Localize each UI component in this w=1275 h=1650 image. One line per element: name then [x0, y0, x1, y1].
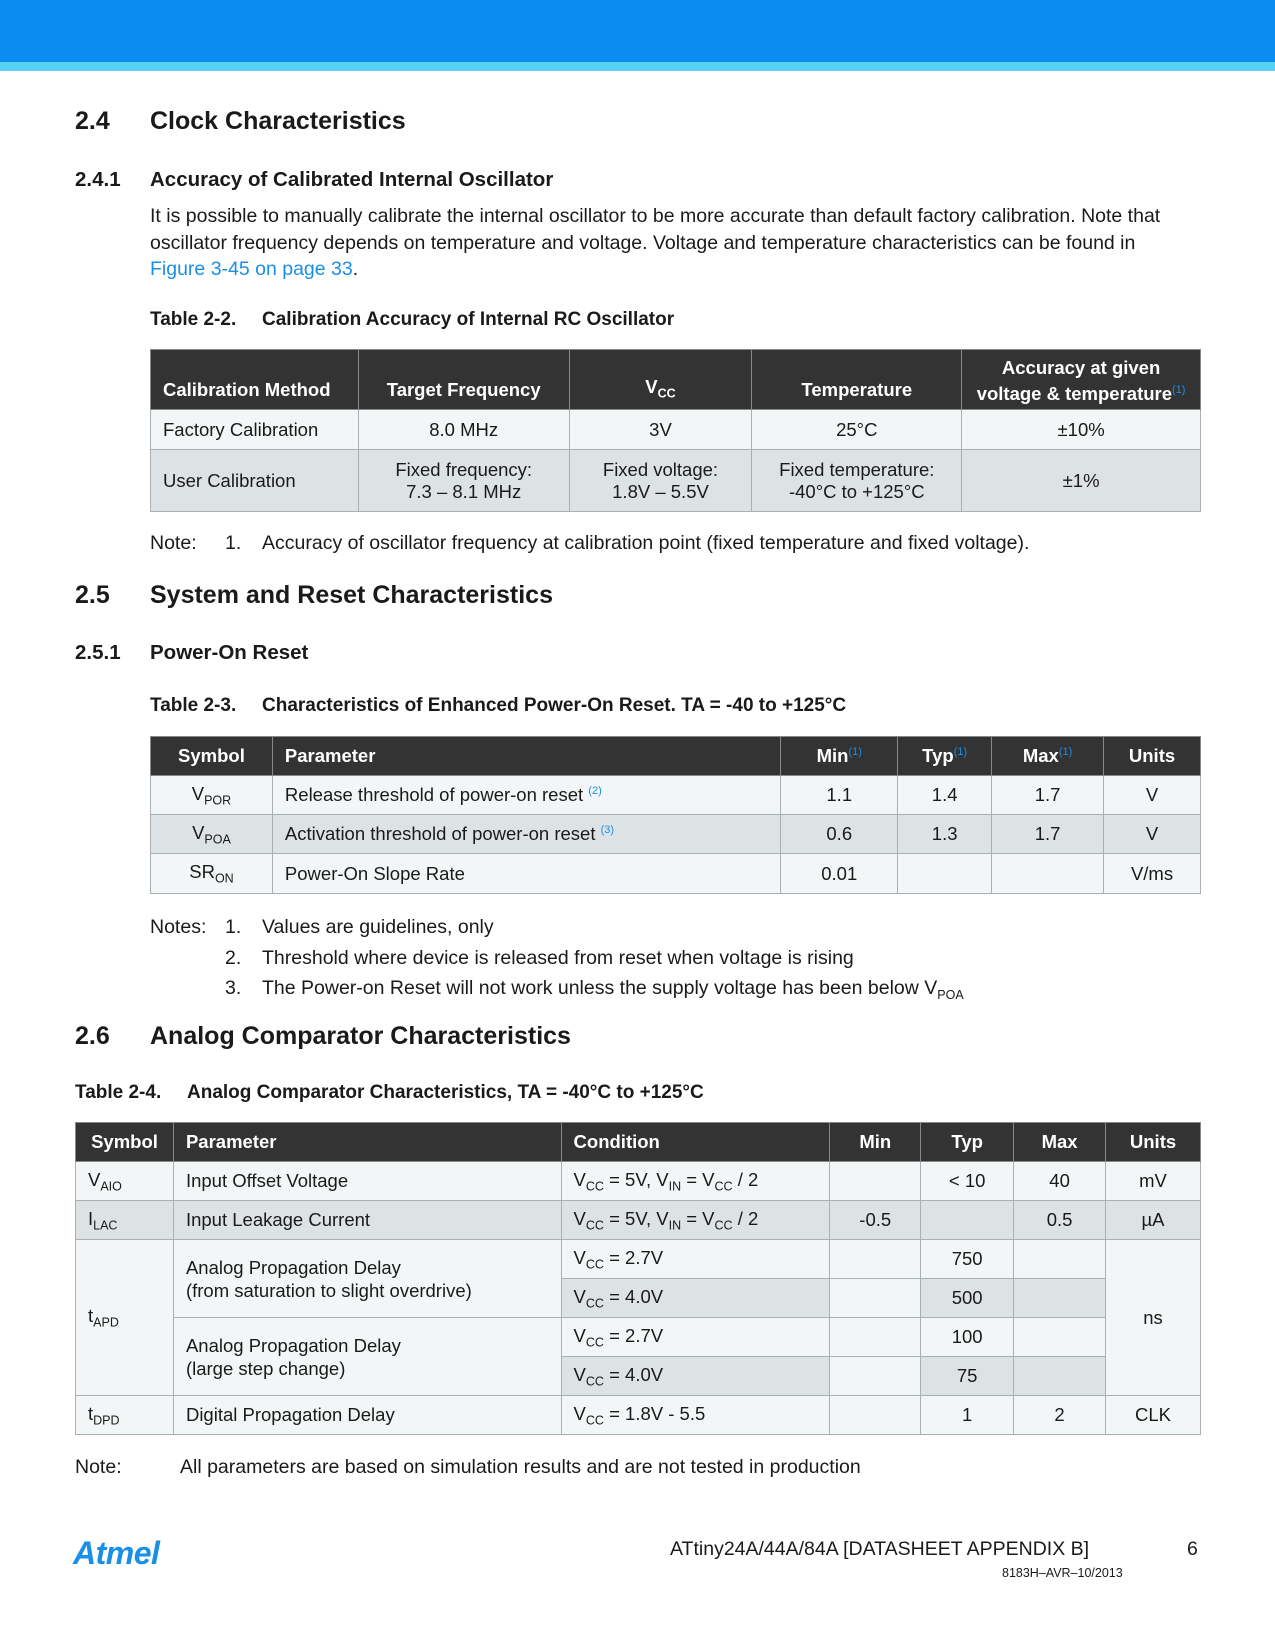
header-max-text: Max: [1022, 745, 1059, 766]
cell-line: Fixed voltage:: [602, 458, 719, 480]
symbol-sub: POR: [204, 793, 232, 808]
cell-units: V: [1104, 815, 1201, 854]
header-parameter: Parameter: [173, 1123, 561, 1162]
cell-condition: [561, 1318, 830, 1357]
cell-line: 1.8V – 5.5V: [612, 480, 709, 502]
header-accuracy: [962, 350, 1201, 410]
cell-parameter: [173, 1240, 561, 1318]
cell-symbol: [76, 1201, 174, 1240]
vcc-v: V: [573, 1246, 586, 1268]
vcc-sub: CC: [585, 1257, 604, 1272]
note-line: [150, 943, 854, 974]
note-text: Threshold where device is released from reset when voltage is rising: [262, 946, 854, 969]
note-number: 3.: [225, 977, 242, 999]
parameter-line: (large step change): [185, 1357, 346, 1379]
cell-units: V: [1104, 776, 1201, 815]
cell-parameter: [272, 776, 780, 815]
symbol-main: I: [88, 1207, 94, 1229]
cell-min: 1.1: [781, 776, 898, 815]
cell-vcc: [569, 450, 752, 512]
cell-units: ns: [1106, 1240, 1201, 1396]
cell-symbol: [76, 1162, 174, 1201]
footnote-ref: (2): [588, 784, 602, 797]
header-typ: Typ: [921, 1123, 1014, 1162]
table-row: [76, 1201, 1201, 1240]
header-parameter: Parameter: [272, 737, 780, 776]
symbol-main: SR: [189, 861, 215, 883]
note-text: [262, 973, 964, 1010]
vcc-sub: CC: [585, 1296, 604, 1311]
header-temperature: Temperature: [752, 350, 962, 410]
header-typ: [898, 737, 992, 776]
header-typ-text: Typ: [922, 745, 954, 766]
cond-text: / 2: [732, 1168, 759, 1190]
table-title: Calibration Accuracy of Internal RC Oscillator: [262, 309, 675, 330]
header-vcc-sub: CC: [657, 387, 676, 401]
symbol-sub: LAC: [93, 1218, 118, 1233]
table-row: [76, 1240, 1201, 1279]
cell-method: Factory Calibration: [151, 410, 359, 450]
cond-text: = 4.0V: [603, 1285, 664, 1307]
cell-vcc: 3V: [569, 410, 752, 450]
cell-line: 7.3 – 8.1 MHz: [406, 480, 522, 502]
cell-typ: 1.3: [898, 815, 992, 854]
header-accuracy-line1: Accuracy at given: [1001, 357, 1161, 379]
vcc-sub: CC: [585, 1374, 604, 1389]
cell-min: [830, 1162, 921, 1201]
header-condition: Condition: [561, 1123, 830, 1162]
cell-condition: [561, 1279, 830, 1318]
table-label: Table 2-2.: [150, 309, 237, 330]
table-row: [151, 410, 1201, 450]
table-title: Analog Comparator Characteristics, TA = -40°C to +125°C: [187, 1082, 704, 1103]
table-caption: [150, 309, 675, 331]
vcc-v: V: [573, 1285, 586, 1307]
vcc-sub: CC: [585, 1218, 604, 1233]
table-note: [75, 1456, 861, 1479]
header-accuracy-line2: voltage & temperature: [976, 383, 1173, 405]
cell-min: 0.01: [781, 854, 898, 894]
atmel-logo: Atmel: [73, 1535, 160, 1571]
cell-frequency: 8.0 MHz: [358, 410, 569, 450]
cell-parameter: Digital Propagation Delay: [173, 1396, 561, 1435]
section-title: System and Reset Characteristics: [150, 581, 553, 609]
cell-max: 2: [1014, 1396, 1106, 1435]
note-number: 1.: [225, 532, 242, 554]
table-label: Table 2-3.: [150, 695, 237, 716]
cell-min: -0.5: [830, 1201, 921, 1240]
note-line: [150, 973, 964, 1004]
cond-text: = V: [681, 1207, 715, 1229]
table-note: [150, 532, 1030, 555]
note-text: Values are guidelines, only: [262, 916, 494, 938]
cell-max: 0.5: [1014, 1201, 1106, 1240]
cell-units: µA: [1106, 1201, 1201, 1240]
cell-min: [830, 1240, 921, 1279]
cell-accuracy: ±1%: [962, 450, 1201, 512]
parameter-line: Analog Propagation Delay: [185, 1256, 401, 1278]
cell-frequency: [358, 450, 569, 512]
symbol-sub: ON: [214, 871, 234, 886]
vcc-sub: CC: [585, 1335, 604, 1350]
header-min: Min: [830, 1123, 921, 1162]
cell-symbol: [151, 854, 273, 894]
note-label: Note:: [75, 1456, 122, 1478]
table-caption: [150, 695, 847, 717]
document-title: ATtiny24A/44A/84A [DATASHEET APPENDIX B]: [670, 1538, 1090, 1560]
vcc-v: V: [573, 1168, 586, 1190]
header-calibration-method: Calibration Method: [151, 350, 359, 410]
vcc-sub: CC: [585, 1179, 604, 1194]
section-title: Clock Characteristics: [150, 107, 406, 135]
table-row: [151, 776, 1201, 815]
cell-line: -40°C to +125°C: [788, 480, 925, 502]
footnote-ref: (1): [953, 745, 968, 758]
symbol-main: V: [192, 821, 205, 843]
vcc-sub: CC: [714, 1218, 733, 1233]
vin-sub: IN: [668, 1179, 682, 1194]
cell-typ: [898, 854, 992, 894]
table-row: [151, 854, 1201, 894]
parameter-line: (from saturation to slight overdrive): [185, 1279, 472, 1301]
header-target-frequency: Target Frequency: [358, 350, 569, 410]
note-text-sub: POA: [937, 987, 964, 1002]
cell-max: [1014, 1357, 1106, 1396]
vcc-v: V: [573, 1402, 586, 1424]
cell-condition: [561, 1396, 830, 1435]
cond-text: / 2: [732, 1207, 759, 1229]
paragraph-end: .: [352, 258, 359, 280]
header-symbol: Symbol: [151, 737, 273, 776]
cell-temperature: 25°C: [752, 410, 962, 450]
cell-line: Fixed temperature:: [779, 458, 935, 480]
note-line: [150, 912, 494, 943]
cell-symbol: [76, 1396, 174, 1435]
header-stripe: [0, 62, 1275, 71]
calibration-table: [150, 349, 1201, 512]
section-number: 2.4: [75, 107, 110, 135]
cell-condition: [561, 1357, 830, 1396]
table-row: [151, 815, 1201, 854]
cond-text: = 2.7V: [603, 1246, 664, 1268]
table-row: [76, 1318, 1201, 1357]
cell-typ: 100: [921, 1318, 1014, 1357]
cell-typ: 1: [921, 1396, 1014, 1435]
table-row: [76, 1162, 1201, 1201]
footnote-ref: (1): [1058, 745, 1073, 758]
cell-typ: [921, 1201, 1014, 1240]
document-code: 8183H–AVR–10/2013: [1002, 1566, 1123, 1580]
cell-min: [830, 1279, 921, 1318]
cond-text: = 5V, V: [603, 1207, 669, 1229]
cond-text: = 1.8V - 5.5: [603, 1402, 706, 1424]
header-bar: [0, 0, 1275, 62]
header-min-text: Min: [816, 745, 849, 766]
note-label: Note:: [150, 532, 197, 554]
cell-typ: 75: [921, 1357, 1014, 1396]
cell-max: [992, 854, 1104, 894]
header-max: Max: [1014, 1123, 1106, 1162]
parameter-text: Power-On Slope Rate: [284, 862, 465, 884]
table-row: [151, 450, 1201, 512]
cell-symbol: [151, 815, 273, 854]
footnote-ref: (3): [600, 823, 615, 836]
cell-min: [830, 1396, 921, 1435]
paragraph-text: It is possible to manually calibrate the internal oscillator to be more accurate than default factory calibration. Note that oscillator frequency depends on temperature and voltage. Voltage and temperature characteristics can be found in: [150, 205, 1161, 254]
header-min: [781, 737, 898, 776]
cell-units: V/ms: [1104, 854, 1201, 894]
symbol-main: t: [88, 1402, 94, 1424]
cell-typ: 1.4: [898, 776, 992, 815]
figure-link[interactable]: Figure 3-45 on page 33: [150, 258, 353, 280]
subsection-title: Accuracy of Calibrated Internal Oscillator: [150, 168, 554, 191]
vcc-v: V: [573, 1324, 586, 1346]
cell-parameter: [173, 1318, 561, 1396]
vcc-v: V: [573, 1363, 586, 1385]
note-text: Accuracy of oscillator frequency at calibration point (fixed temperature and fixed voltage).: [262, 532, 1030, 554]
footnote-ref: (1): [848, 745, 862, 758]
cell-condition: [561, 1201, 830, 1240]
vin-sub: IN: [668, 1218, 682, 1233]
cell-max: 1.7: [992, 815, 1104, 854]
table-notes: [150, 912, 964, 1004]
parameter-text: Activation threshold of power-on reset: [284, 823, 596, 844]
cell-max: 40: [1014, 1162, 1106, 1201]
cell-min: [830, 1357, 921, 1396]
symbol-sub: POA: [204, 832, 231, 847]
parameter-line: Analog Propagation Delay: [185, 1334, 401, 1356]
page-number: 6: [1187, 1538, 1198, 1560]
cond-text: = 2.7V: [603, 1324, 664, 1346]
analog-comparator-table: [75, 1122, 1201, 1435]
vcc-sub: CC: [585, 1413, 604, 1428]
note-text-main: The Power-on Reset will not work unless the supply voltage has been below V: [262, 977, 938, 999]
header-units: Units: [1104, 737, 1201, 776]
cell-accuracy: ±10%: [962, 410, 1201, 450]
cell-typ: 750: [921, 1240, 1014, 1279]
cell-max: [1014, 1240, 1106, 1279]
cell-parameter: [272, 815, 780, 854]
cell-min: 0.6: [781, 815, 898, 854]
footnote-ref: (1): [1172, 384, 1186, 397]
table-label: Table 2-4.: [75, 1082, 162, 1103]
symbol-main: V: [88, 1168, 101, 1190]
parameter-text: Release threshold of power-on reset: [284, 784, 584, 805]
cell-max: [1014, 1279, 1106, 1318]
cell-parameter: Input Leakage Current: [173, 1201, 561, 1240]
symbol-sub: DPD: [93, 1413, 120, 1428]
table-title: Characteristics of Enhanced Power-On Reset. TA = -40 to +125°C: [262, 695, 847, 716]
oscillator-paragraph: [150, 203, 1180, 283]
symbol-main: V: [191, 782, 205, 804]
symbol-sub: APD: [93, 1315, 119, 1330]
notes-label: Notes:: [150, 916, 207, 938]
cell-parameter: Input Offset Voltage: [173, 1162, 561, 1201]
power-on-reset-table: [150, 736, 1201, 894]
header-max: [992, 737, 1104, 776]
cell-units: mV: [1106, 1162, 1201, 1201]
vcc-v: V: [573, 1207, 586, 1229]
table-row: [76, 1396, 1201, 1435]
symbol-sub: AIO: [100, 1179, 122, 1194]
cell-method: User Calibration: [151, 450, 359, 512]
note-number: 2.: [225, 946, 242, 969]
cond-text: = 5V, V: [603, 1168, 669, 1190]
header-vcc-v: V: [645, 376, 658, 398]
cell-max: [1014, 1318, 1106, 1357]
cell-condition: [561, 1240, 830, 1279]
cell-max: 1.7: [992, 776, 1104, 815]
section-number: 2.6: [75, 1022, 110, 1050]
cell-temperature: [752, 450, 962, 512]
header-units: Units: [1106, 1123, 1201, 1162]
note-text: All parameters are based on simulation results and are not tested in production: [180, 1456, 861, 1478]
cell-line: Fixed frequency:: [395, 458, 533, 480]
cond-text: = 4.0V: [603, 1363, 664, 1385]
vcc-sub: CC: [714, 1179, 733, 1194]
cell-typ: < 10: [921, 1162, 1014, 1201]
cell-typ: 500: [921, 1279, 1014, 1318]
cond-text: = V: [681, 1168, 715, 1190]
subsection-number: 2.5.1: [75, 641, 121, 664]
subsection-title: Power-On Reset: [150, 641, 309, 664]
section-title: Analog Comparator Characteristics: [150, 1022, 571, 1050]
cell-symbol: [76, 1240, 174, 1396]
header-symbol: Symbol: [76, 1123, 174, 1162]
symbol-main: t: [88, 1305, 94, 1327]
cell-units: CLK: [1106, 1396, 1201, 1435]
section-number: 2.5: [75, 581, 110, 609]
cell-min: [830, 1318, 921, 1357]
note-number: 1.: [225, 916, 242, 938]
header-vcc: [569, 350, 752, 410]
subsection-number: 2.4.1: [75, 168, 121, 191]
cell-symbol: [151, 776, 273, 815]
cell-parameter: [272, 854, 780, 894]
table-caption: [75, 1082, 704, 1104]
cell-condition: [561, 1162, 830, 1201]
